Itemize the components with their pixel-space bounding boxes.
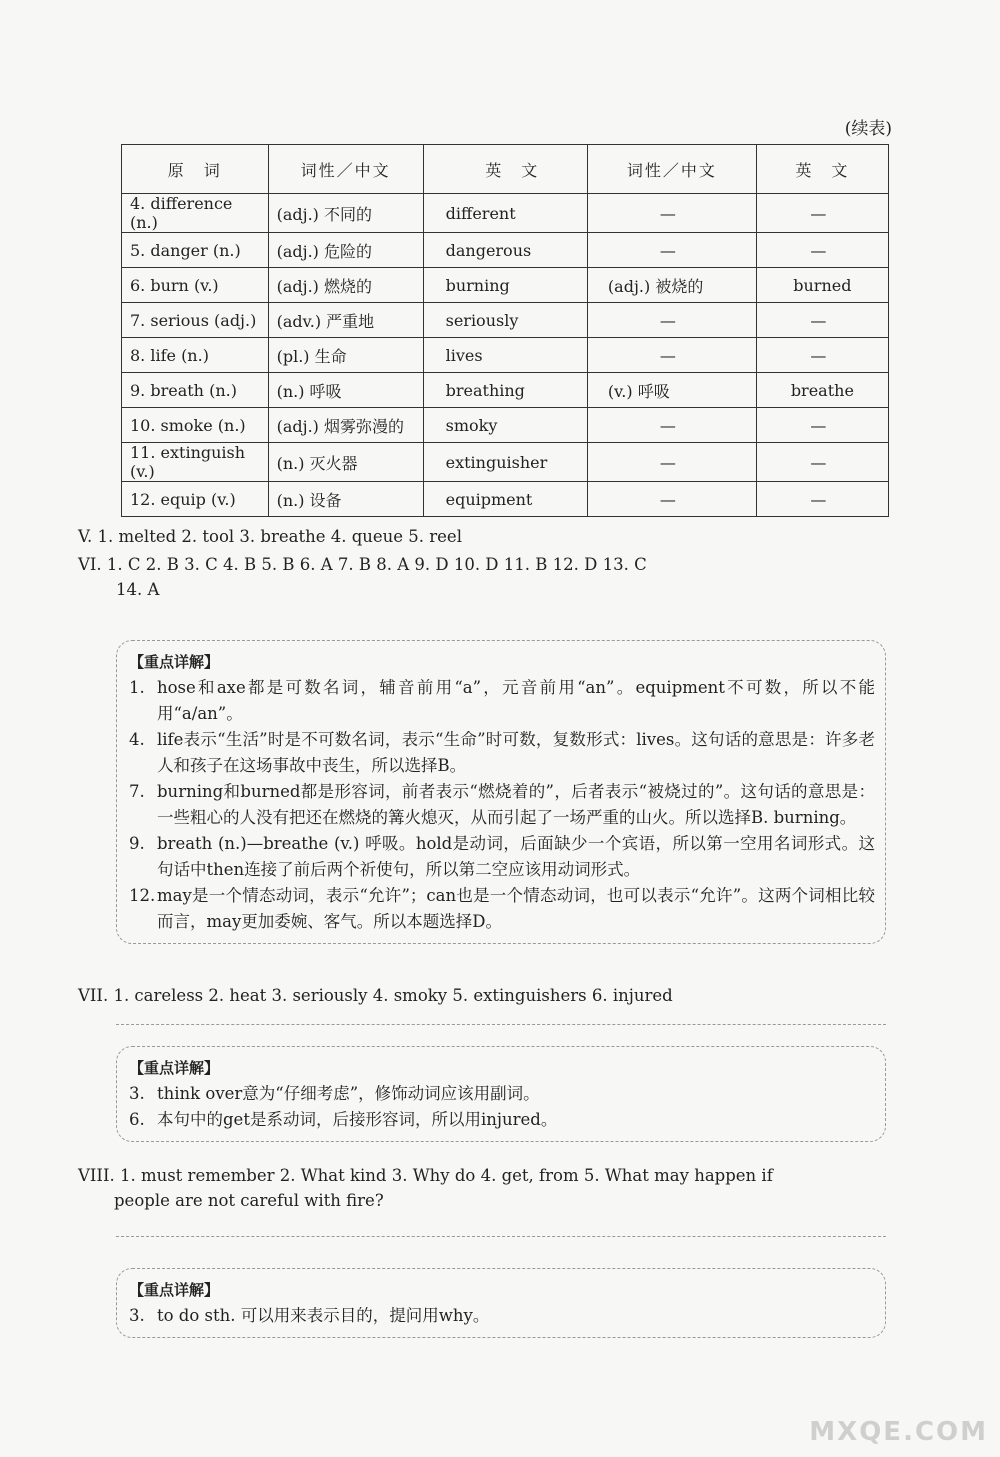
table-cell: different xyxy=(423,194,587,233)
watermark: MXQE.COM xyxy=(809,1417,988,1447)
table-cell: breathe xyxy=(756,373,888,408)
box-heading: 【重点详解】 xyxy=(129,1281,220,1299)
explanation-item xyxy=(129,883,875,935)
table-cell: (adj.) 燃烧的 xyxy=(268,268,423,303)
table-cell: — xyxy=(587,408,756,443)
table-cell: burning xyxy=(423,268,587,303)
table-cell: — xyxy=(756,482,888,517)
section-vi-answers-line2: 14. A xyxy=(116,580,160,599)
item-text: breath (n.)—breathe (v.) 呼吸。hold是动词，后面缺少一个宾语，所以第一空用名词形式。这句话中then连接了前后两个祈使句，所以第二空应该用动词形式。 xyxy=(157,834,875,879)
key-explanation-box-3 xyxy=(116,1268,886,1338)
header-pos-chinese-1: 词性／中文 xyxy=(268,145,423,194)
table-body xyxy=(122,194,889,517)
table-cell: (adj.) 不同的 xyxy=(268,194,423,233)
table-cell: smoky xyxy=(423,408,587,443)
table-cell: 5. danger (n.) xyxy=(122,233,269,268)
box-heading: 【重点详解】 xyxy=(129,653,220,671)
table-cell: 12. equip (v.) xyxy=(122,482,269,517)
explanation-item xyxy=(129,1081,875,1107)
table-cell: breathing xyxy=(423,373,587,408)
table-cell: (adv.) 严重地 xyxy=(268,303,423,338)
section-viii-answers-line2: people are not careful with fire? xyxy=(114,1191,384,1210)
vocabulary-table xyxy=(121,144,889,517)
continued-label: (续表) xyxy=(844,119,892,139)
table-cell: (adj.) 危险的 xyxy=(268,233,423,268)
item-text: 本句中的get是系动词，后接形容词，所以用injured。 xyxy=(157,1110,558,1129)
item-number: 9. xyxy=(129,834,145,853)
header-original-word: 原 词 xyxy=(122,145,269,194)
table-row xyxy=(122,268,889,303)
item-text: may是一个情态动词，表示“允许”；can也是一个情态动词，也可以表示“允许”。这两个词相比较而言，may更加委婉、客气。所以本题选择D。 xyxy=(157,886,875,931)
item-number: 6. xyxy=(129,1110,145,1129)
table-cell: — xyxy=(756,194,888,233)
explanation-item xyxy=(129,1303,875,1329)
explanation-item xyxy=(129,1107,875,1133)
table-row xyxy=(122,482,889,517)
explanation-item xyxy=(129,831,875,883)
box-heading: 【重点详解】 xyxy=(129,1059,220,1077)
table-cell: — xyxy=(587,443,756,482)
table-cell: 10. smoke (n.) xyxy=(122,408,269,443)
table-cell: (n.) 灭火器 xyxy=(268,443,423,482)
table-cell: — xyxy=(587,338,756,373)
header-pos-chinese-2: 词性／中文 xyxy=(587,145,756,194)
table-cell: — xyxy=(756,338,888,373)
dotted-divider xyxy=(116,1236,886,1237)
table-cell: (n.) 呼吸 xyxy=(268,373,423,408)
table-cell: (pl.) 生命 xyxy=(268,338,423,373)
explanation-item xyxy=(129,727,875,779)
table-cell: burned xyxy=(756,268,888,303)
table-cell: — xyxy=(587,303,756,338)
table-cell: 11. extinguish (v.) xyxy=(122,443,269,482)
table-row xyxy=(122,408,889,443)
table-cell: extinguisher xyxy=(423,443,587,482)
table-row xyxy=(122,303,889,338)
header-english-1: 英 文 xyxy=(423,145,587,194)
table-cell: 7. serious (adj.) xyxy=(122,303,269,338)
table-cell: equipment xyxy=(423,482,587,517)
table-cell: seriously xyxy=(423,303,587,338)
table-cell: — xyxy=(756,233,888,268)
section-vii-answers: VII. 1. careless 2. heat 3. seriously 4. smoky 5. extinguishers 6. injured xyxy=(78,986,673,1005)
item-number: 3. xyxy=(129,1306,145,1325)
table-row xyxy=(122,233,889,268)
table-cell: 6. burn (v.) xyxy=(122,268,269,303)
item-text: to do sth. 可以用来表示目的，提问用why。 xyxy=(157,1306,490,1325)
item-number: 12. xyxy=(129,886,156,905)
item-number: 3. xyxy=(129,1084,145,1103)
table-cell: (adj.) 烟雾弥漫的 xyxy=(268,408,423,443)
table-cell: (v.) 呼吸 xyxy=(587,373,756,408)
table-header-row xyxy=(122,145,889,194)
table-cell: 9. breath (n.) xyxy=(122,373,269,408)
header-english-2: 英 文 xyxy=(756,145,888,194)
table-cell: — xyxy=(587,482,756,517)
table-row xyxy=(122,338,889,373)
table-cell: — xyxy=(587,194,756,233)
dotted-divider xyxy=(116,1024,886,1025)
item-text: hose和axe都是可数名词，辅音前用“a”，元音前用“an”。equipment不可数，所以不能用“a/an”。 xyxy=(157,678,875,723)
table-row xyxy=(122,443,889,482)
key-explanation-box-1 xyxy=(116,640,886,944)
section-v-answers: V. 1. melted 2. tool 3. breathe 4. queue 5. reel xyxy=(78,527,462,546)
key-explanation-box-2 xyxy=(116,1046,886,1142)
table-cell: — xyxy=(587,233,756,268)
table-row xyxy=(122,194,889,233)
table-row xyxy=(122,373,889,408)
item-text: burning和burned都是形容词，前者表示“燃烧着的”，后者表示“被烧过的”。这句话的意思是：一些粗心的人没有把还在燃烧的篝火熄灭，从而引起了一场严重的山火。所以选择B. burning。 xyxy=(157,782,875,827)
item-number: 4. xyxy=(129,730,145,749)
section-viii-answers-line1: VIII. 1. must remember 2. What kind 3. Why do 4. get, from 5. What may happen if xyxy=(78,1166,773,1185)
table-cell: 8. life (n.) xyxy=(122,338,269,373)
explanation-item xyxy=(129,675,875,727)
table-cell: lives xyxy=(423,338,587,373)
table-cell: — xyxy=(756,443,888,482)
table-cell: (adj.) 被烧的 xyxy=(587,268,756,303)
table-cell: dangerous xyxy=(423,233,587,268)
table-cell: (n.) 设备 xyxy=(268,482,423,517)
table-cell: 4. difference (n.) xyxy=(122,194,269,233)
item-number: 1. xyxy=(129,678,145,697)
section-vi-answers-line1: VI. 1. C 2. B 3. C 4. B 5. B 6. A 7. B 8. A 9. D 10. D 11. B 12. D 13. C xyxy=(78,555,647,574)
table-cell: — xyxy=(756,303,888,338)
item-text: life表示“生活”时是不可数名词，表示“生命”时可数，复数形式：lives。这句话的意思是：许多老人和孩子在这场事故中丧生，所以选择B。 xyxy=(157,730,875,775)
table-cell: — xyxy=(756,408,888,443)
explanation-item xyxy=(129,779,875,831)
item-text: think over意为“仔细考虑”，修饰动词应该用副词。 xyxy=(157,1084,540,1103)
item-number: 7. xyxy=(129,782,145,801)
